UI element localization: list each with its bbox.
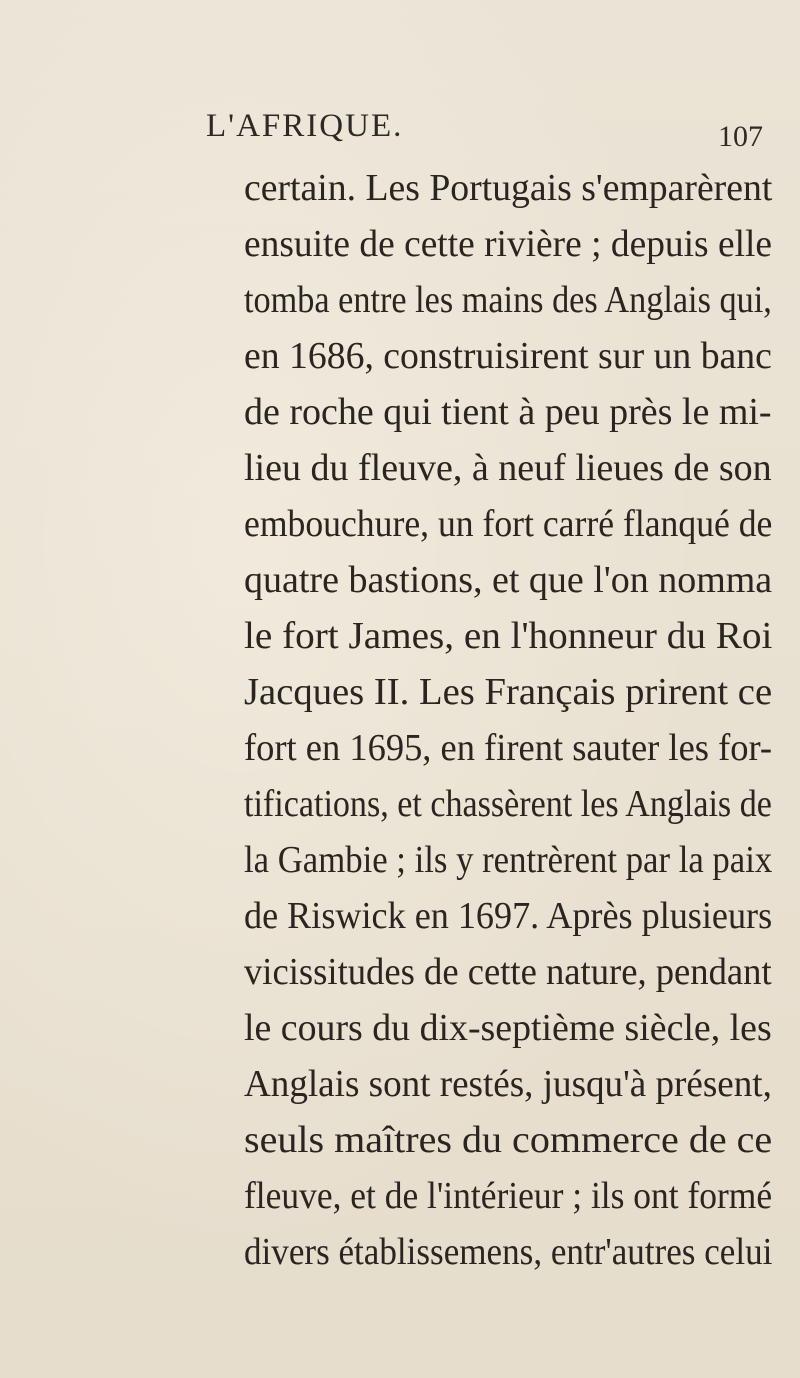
- running-title: L'AFRIQUE.: [206, 108, 404, 144]
- text-line: embouchure, un fort carré flanqué de: [244, 503, 773, 545]
- text-line: quatre bastions, et que l'on nomma: [244, 559, 773, 601]
- text-line: fleuve, et de l'intérieur ; ils ont formé: [244, 1175, 773, 1217]
- text-line: Anglais sont restés, jusqu'à présent,: [244, 1063, 772, 1105]
- page-header: [0, 100, 800, 160]
- text-line: Jacques II. Les Français prirent ce: [244, 671, 773, 713]
- text-line: de Riswick en 1697. Après plusieurs: [244, 895, 773, 937]
- text-line: lieu du fleuve, à neuf lieues de son: [244, 447, 772, 489]
- text-line: de roche qui tient à peu près le mi-: [244, 391, 772, 433]
- text-line: le cours du dix-septième siècle, les: [244, 1007, 772, 1049]
- text-line: le fort James, en l'honneur du Roi: [244, 615, 773, 657]
- text-line: la Gambie ; ils y rentrèrent par la paix: [244, 839, 773, 881]
- page-number: 107: [718, 120, 763, 153]
- text-line: tifications, et chassèrent les Anglais de: [244, 783, 772, 825]
- text-line: fort en 1695, en firent sauter les for-: [244, 727, 773, 769]
- text-line: en 1686, construisirent sur un banc: [244, 335, 772, 377]
- text-line: ensuite de cette rivière ; depuis elle: [244, 223, 772, 265]
- text-line: seuls maîtres du commerce de ce: [244, 1119, 773, 1161]
- text-line: divers établissemens, entr'autres celui: [244, 1231, 773, 1273]
- text-line: vicissitudes de cette nature, pendant: [244, 951, 772, 993]
- text-line: certain. Les Portugais s'emparèrent: [244, 167, 773, 209]
- text-line: tomba entre les mains des Anglais qui,: [244, 279, 772, 321]
